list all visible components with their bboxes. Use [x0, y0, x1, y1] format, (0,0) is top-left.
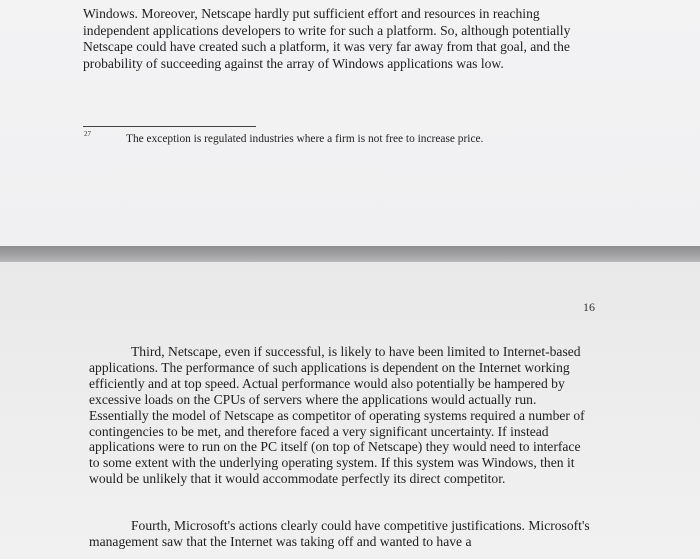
body-paragraph-third: Third, Netscape, even if successful, is likely to have been limited to Internet-based applications. The performance of such applications is dependent on the Internet working efficiently and at top speed. Actual performance would also potentially be hampered by excessive loads on the CPUs of servers where the applications would actually run. Essentially the model of Netscape as competitor of operating systems required a number of contingencies to be met, and therefore faced a very significant uncertainty. If instead applications were to run on the PC itself (on top of Netscape) they would need to interface to some extent with the underlying operating system. If this system was Windows, then it would be unlikely that it would accommodate perfectly its direct competitor. [89, 344, 585, 487]
document-page-top [0, 0, 700, 246]
document-page-bottom [0, 262, 700, 559]
page-gap [0, 246, 700, 262]
body-paragraph-fourth: Fourth, Microsoft's actions clearly could have competitive justifications. Microsoft's management saw that the Internet was taking off and wanted to have a [89, 518, 590, 550]
footnote-text: The exception is regulated industries where a firm is not free to increase price. [126, 133, 484, 145]
footnote-divider [83, 126, 256, 127]
body-paragraph-windows: Windows. Moreover, Netscape hardly put sufficient effort and resources in reaching independent applications developers to write for such a platform. So, although potentially Netscape could have created such a platform, it was very far away from that goal, and the probability of succeeding against the array of Windows applications was low. [83, 6, 571, 71]
footnote-number: 27 [84, 130, 91, 138]
page-number: 16 [583, 300, 595, 314]
